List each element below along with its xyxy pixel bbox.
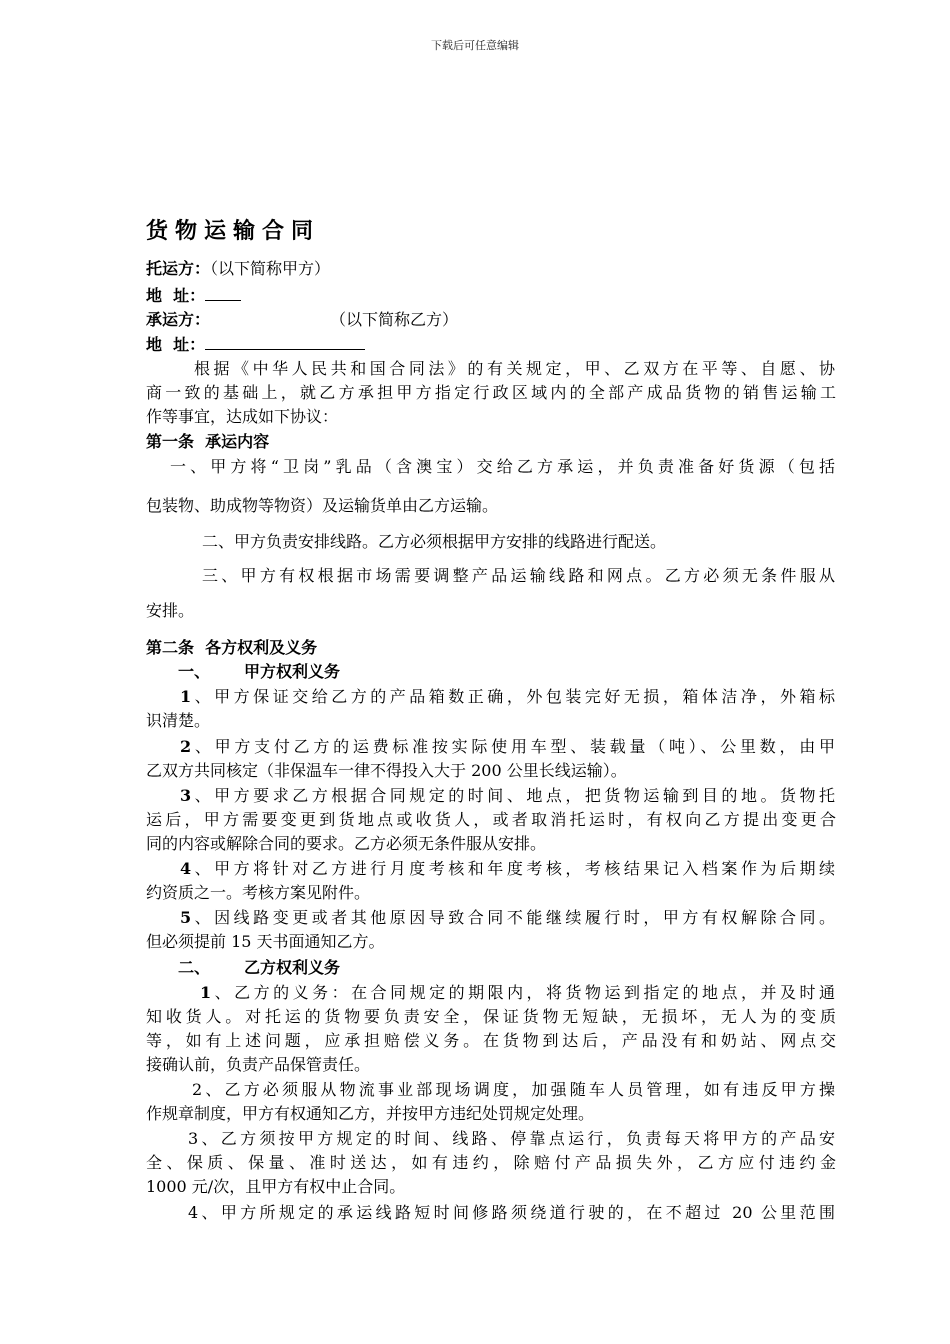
paragraph-line: 根据《中华人民共和国合同法》的有关规定，甲、乙双方在平等、自愿、协 (194, 359, 835, 378)
paragraph-line: 2、乙方必须服从物流事业部现场调度，加强随车人员管理，如有违反甲方操 (192, 1080, 835, 1099)
address2-label: 地 址： (146, 335, 206, 354)
paragraph-line: 2、甲方支付乙方的运费标准按实际使用车型、装载量（吨）、公里数，由甲 (180, 737, 835, 756)
paragraph-line: 约资质之一。考核方案见附件。 (146, 883, 371, 902)
shipper-label: 托运方： (146, 259, 211, 278)
contract-title: 货物运输合同 (146, 219, 321, 244)
item-number: 2 (180, 737, 192, 756)
paragraph-line: 运后，甲方需要变更到货地点或收货人，或者取消托运时，有权向乙方提出变更合 (146, 810, 836, 829)
paragraph-line: 但必须提前 15 天书面通知乙方。 (146, 932, 385, 951)
shipper-note: （以下简称甲方） (210, 259, 331, 278)
paragraph-line: 4、甲方将针对乙方进行月度考核和年度考核，考核结果记入档案作为后期续 (180, 859, 835, 878)
paragraph-line: 同的内容或解除合同的要求。乙方必须无条件服从安排。 (146, 834, 547, 853)
item-number: 3 (180, 786, 192, 805)
paragraph-line: 商一致的基础上，就乙方承担甲方指定行政区域内的全部产成品货物的销售运输工 (146, 383, 836, 402)
paragraph-line: 作等事宜，达成如下协议： (146, 407, 339, 426)
paragraph-line: 等，如有上述问题，应承担赔偿义务。在货物到达后，产品没有和奶站、网点交 (146, 1031, 836, 1050)
paragraph-line: 3、甲方要求乙方根据合同规定的时间、地点，把货物运输到目的地。货物托 (180, 786, 835, 805)
section-2-heading: 乙方权利义务 (244, 958, 341, 977)
shipper-line (146, 257, 836, 281)
paragraph-line: 一、甲方将“卫岗”乳品（含澳宝）交给乙方承运，并负责准备好货源（包括 (170, 457, 835, 476)
paragraph-line: 1000 元/次，且甲方有权中止合同。 (146, 1177, 406, 1196)
address1-blank (205, 284, 241, 301)
address2-blank (205, 333, 365, 350)
carrier-note: （以下简称乙方） (330, 310, 459, 329)
paragraph-line: 1、乙方的义务：在合同规定的期限内，将货物运到指定的地点，并及时通 (200, 983, 835, 1002)
section-2-number: 二、 (178, 958, 211, 977)
section-1-heading: 甲方权利义务 (244, 662, 341, 681)
paragraph-line: 二、甲方负责安排线路。乙方必须根据甲方安排的线路进行配送。 (202, 532, 667, 551)
paragraph-line: 安排。 (146, 601, 195, 620)
paragraph-line: 知收货人。对托运的货物要负责安全，保证货物无短缺，无损坏，无人为的变质 (146, 1007, 836, 1026)
article-2-heading: 第二条 各方权利及义务 (146, 638, 318, 657)
paragraph-line: 包装物、助成物等物资）及运输货单由乙方运输。 (146, 496, 499, 515)
address2-line (146, 333, 836, 357)
carrier-label: 承运方： (146, 310, 211, 329)
item-number: 1 (180, 687, 192, 706)
paragraph-line: 乙双方共同核定（非保温车一律不得投入大于 200 公里长线运输）。 (146, 761, 627, 780)
carrier-line (146, 308, 836, 332)
address1-line (146, 284, 836, 308)
item-number: 4 (180, 859, 192, 878)
item-number: 1 (200, 983, 212, 1002)
paragraph-line: 4、甲方所规定的承运线路短时间修路须绕道行驶的，在不超过 20 公里范围 (188, 1203, 835, 1222)
address1-label: 地 址： (146, 286, 206, 305)
paragraph-line: 5、因线路变更或者其他原因导致合同不能继续履行时，甲方有权解除合同。 (180, 908, 835, 927)
item-number: 5 (180, 908, 192, 927)
paragraph-line: 1、甲方保证交给乙方的产品箱数正确，外包装完好无损，箱体洁净，外箱标 (180, 687, 835, 706)
section-1-number: 一、 (178, 662, 211, 681)
paragraph-line: 3、乙方须按甲方规定的时间、线路、停靠点运行，负责每天将甲方的产品安 (188, 1129, 835, 1148)
paragraph-line: 作规章制度，甲方有权通知乙方，并按甲方违纪处罚规定处理。 (146, 1104, 595, 1123)
article-1-heading: 第一条 承运内容 (146, 432, 270, 451)
paragraph-line: 接确认前，负责产品保管责任。 (146, 1055, 371, 1074)
paragraph-line: 全、保质、保量、准时送达，如有违约，除赔付产品损失外，乙方应付违约金 (146, 1153, 836, 1172)
paragraph-line: 识清楚。 (146, 711, 211, 730)
paragraph-line: 三、甲方有权根据市场需要调整产品运输线路和网点。乙方必须无条件服从 (202, 566, 835, 585)
header-note: 下载后可任意编辑 (431, 39, 519, 52)
